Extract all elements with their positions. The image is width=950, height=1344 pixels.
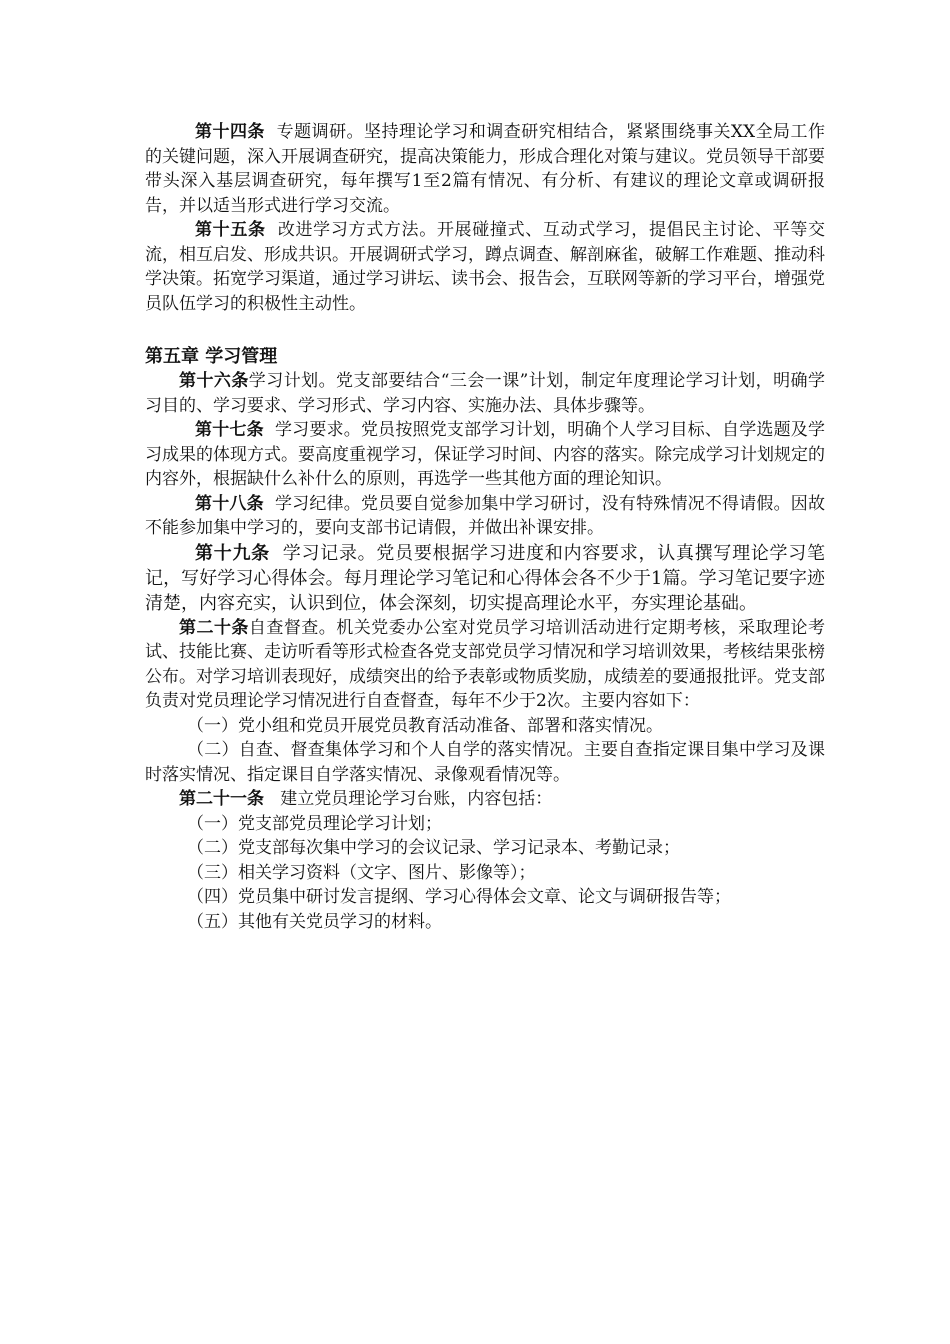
article-20-item-1: （一）党小组和党员开展党员教育活动准备、部署和落实情况。: [187, 715, 663, 736]
article-15: [145, 218, 825, 316]
article-18-label: 第十八条: [195, 493, 264, 514]
article-18: [145, 492, 825, 541]
article-15-label: 第十五条: [195, 220, 266, 240]
article-21: [145, 787, 825, 812]
article-19: [145, 541, 825, 616]
document-body: [145, 120, 825, 934]
article-21-item-1: （一）党支部党员理论学习计划；: [187, 813, 442, 834]
article-20-item-2: （二）自查、督查集体学习和个人自学的落实情况。主要自查指定课目集中学习及课时落实情况、指定课目自学落实情况、录像观看情况等。: [145, 740, 825, 785]
article-20-label: 第二十条: [179, 617, 249, 638]
article-14-text: 专题调研。坚持理论学习和调查研究相结合，紧紧围绕事关XX全局工作的关键问题，深入开展调查研究，提高决策能力，形成合理化对策与建议。党员领导干部要带头深入基层调查研究，每年撰写1至2篇有情况、有分析、有建议的理论文章或调研报告，并以适当形式进行学习交流。: [145, 122, 826, 216]
article-19-text: 学习记录。党员要根据学习进度和内容要求，认真撰写理论学习笔记，写好学习心得体会。每月理论学习笔记和心得体会各不少于1篇。学习笔记要字迹清楚，内容充实，认识到位，体会深刻，切实提高理论水平，夯实理论基础。: [145, 542, 825, 614]
article-17-text: 学习要求。党员按照党支部学习计划，明确个人学习目标、自学选题及学习成果的体现方式。要高度重视学习，保证学习时间、内容的落实。除完成学习计划规定的内容外，根据缺什么补什么的原则，再选学一些其他方面的理论知识。: [145, 420, 826, 489]
article-21-item-2: （二）党支部每次集中学习的会议记录、学习记录本、考勤记录；: [187, 838, 680, 858]
article-17: [145, 418, 825, 492]
article-17-label: 第十七条: [195, 420, 264, 440]
article-16-label: 第十六条: [179, 371, 249, 391]
article-21-item-3: （三）相关学习资料（文字、图片、影像等）；: [187, 862, 536, 883]
article-21-text: 建立党员理论学习台账，内容包括：: [280, 789, 553, 809]
article-15-text: 改进学习方式方法。开展碰撞式、互动式学习，提倡民主讨论、平等交流，相互启发、形成共识。开展调研式学习，蹲点调查、解剖麻雀，破解工作难题、推动科学决策。拓宽学习渠道，通过学习讲坛、读书会、报告会，互联网等新的学习平台，增强党员队伍学习的积极性主动性。: [145, 220, 825, 314]
article-20: [145, 616, 825, 714]
article-20-text: 自查督查。机关党委办公室对党员学习培训活动进行定期考核，采取理论考试、技能比赛、走访听看等形式检查各党支部党员学习情况和学习培训效果，考核结果张榜公布。对学习培训表现好，成绩突出的给予表彰或物质奖励，成绩差的要通报批评。党支部负责对党员理论学习情况进行自查督查，每年不少于2次。主要内容如下：: [145, 617, 826, 711]
article-16: [145, 369, 825, 418]
article-14: [145, 120, 825, 218]
article-19-label: 第十九条: [195, 542, 270, 564]
article-16-text: 学习计划。党支部要结合“三会一课”计划，制定年度理论学习计划，明确学习目的、学习要求、学习形式、学习内容、实施办法、具体步骤等。: [145, 371, 825, 416]
article-21-item-5: （五）其他有关党员学习的材料。: [187, 911, 442, 932]
article-18-text: 学习纪律。党员要自觉参加集中学习研讨，没有特殊情况不得请假。因故不能参加集中学习的，要向支部书记请假，并做出补课安排。: [145, 493, 826, 538]
article-21-label: 第二十一条: [179, 789, 264, 809]
article-21-item-4: （四）党员集中研讨发言提纲、学习心得体会文章、论文与调研报告等；: [187, 887, 731, 907]
chapter-heading: 第五章 学习管理: [145, 346, 278, 367]
article-14-label: 第十四条: [195, 122, 265, 142]
